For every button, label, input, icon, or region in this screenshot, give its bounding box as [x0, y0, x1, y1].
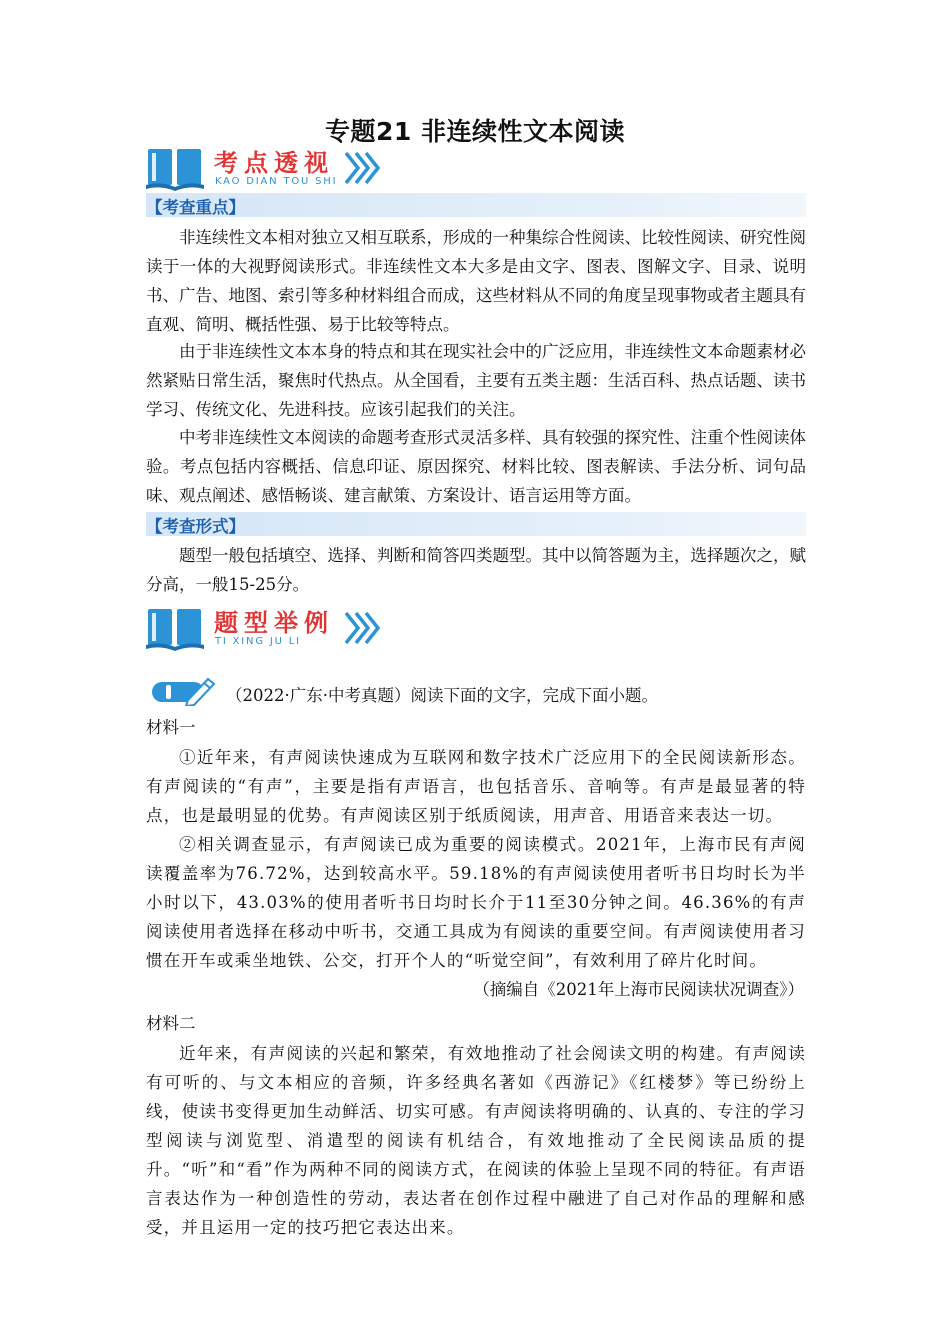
paragraph: ②相关调查显示，有声阅读已成为重要的阅读模式。2021年，上海市民有声阅读覆盖率为76.72%，达到较高水平。59.18%的有声阅读使用者听书日均时长为半小时以下，43.03%的使用者听书日均时长介于11至30分钟之间。46.36%的有声阅读使用者选择在移动中听书，交通工具成为有阅读的重要空间。有声阅读使用者习惯在开车或乘坐地铁、公交，打开个人的“听觉空间”，有效利用了碎片化时间。	[146, 835, 806, 970]
pencil-icon	[152, 676, 216, 706]
question-prompt: （2022·广东·中考真题）阅读下面的文字，完成下面小题。	[226, 686, 658, 705]
section-header-tixing	[146, 607, 406, 655]
section-band-format	[146, 512, 806, 536]
chevron-right-icon	[344, 149, 384, 187]
section-subtitle: KAO DIAN TOU SHI	[215, 176, 338, 187]
section-title: 考点透视	[214, 149, 334, 177]
chevron-right-icon	[344, 609, 384, 647]
paragraph: ①近年来，有声阅读快速成为互联网和数字技术广泛应用下的全民阅读新形态。有声阅读的“有声”，主要是指有声语言，也包括音乐、音响等。有声是最显著的特点，也是最明显的优势。有声阅读区别于纸质阅读，用声音、用语音来表达一切。	[146, 748, 806, 825]
section-subtitle: TI XING JU LI	[215, 636, 301, 647]
paragraph: 近年来，有声阅读的兴起和繁荣，有效地推动了社会阅读文明的构建。有声阅读有可听的、与文本相应的音频，许多经典名著如《西游记》《红楼梦》等已纷纷上线，使读书变得更加生动鲜活、切实可感。有声阅读将明确的、认真的、专注的学习型阅读与浏览型、消遣型的阅读有机结合，有效地推动了全民阅读品质的提升。“听”和“看”作为两种不同的阅读方式，在阅读的体验上呈现不同的特征。有声语言表达作为一种创造性的劳动，表达者在创作过程中融进了自己对作品的理解和感受，并且运用一定的技巧把它表达出来。	[146, 1044, 806, 1237]
material-one	[146, 743, 806, 975]
band-label: 【考查形式】	[146, 517, 245, 536]
book-icon	[146, 147, 204, 191]
material-two	[146, 1039, 806, 1242]
section-header-kaodian	[146, 147, 406, 195]
paragraph: 题型一般包括填空、选择、判断和简答四类题型。其中以简答题为主，选择题次之，赋分高，一般15-25分。	[146, 546, 806, 594]
paragraph: 非连续性文本相对独立又相互联系，形成的一种集综合性阅读、比较性阅读、研究性阅读于一体的大视野阅读形式。非连续性文本大多是由文字、图表、图解文字、目录、说明书、广告、地图、索引等多种材料组合而成，这些材料从不同的角度呈现事物或者主题具有直观、简明、概括性强、易于比较等特点。	[146, 228, 806, 334]
source-citation: （摘编自《2021年上海市民阅读状况调查》）	[473, 980, 804, 999]
material-label: 材料二	[146, 1014, 196, 1033]
material-label: 材料一	[146, 718, 196, 737]
book-icon	[146, 607, 204, 651]
band-label: 【考查重点】	[146, 198, 245, 217]
paragraph: 中考非连续性文本阅读的命题考查形式灵活多样、具有较强的探究性、注重个性阅读体验。考点包括内容概括、信息印证、原因探究、材料比较、图表解读、手法分析、词句品味、观点阐述、感悟畅谈、建言献策、方案设计、语言运用等方面。	[146, 428, 806, 505]
section-title: 题型举例	[214, 609, 334, 637]
page-title: 专题21 非连续性文本阅读	[325, 117, 625, 146]
section-band-focus	[146, 193, 806, 217]
paragraph: 由于非连续性文本本身的特点和其在现实社会中的广泛应用，非连续性文本命题素材必然紧贴日常生活，聚焦时代热点。从全国看，主要有五类主题：生活百科、热点话题、读书学习、传统文化、先进科技。应该引起我们的关注。	[146, 342, 806, 419]
